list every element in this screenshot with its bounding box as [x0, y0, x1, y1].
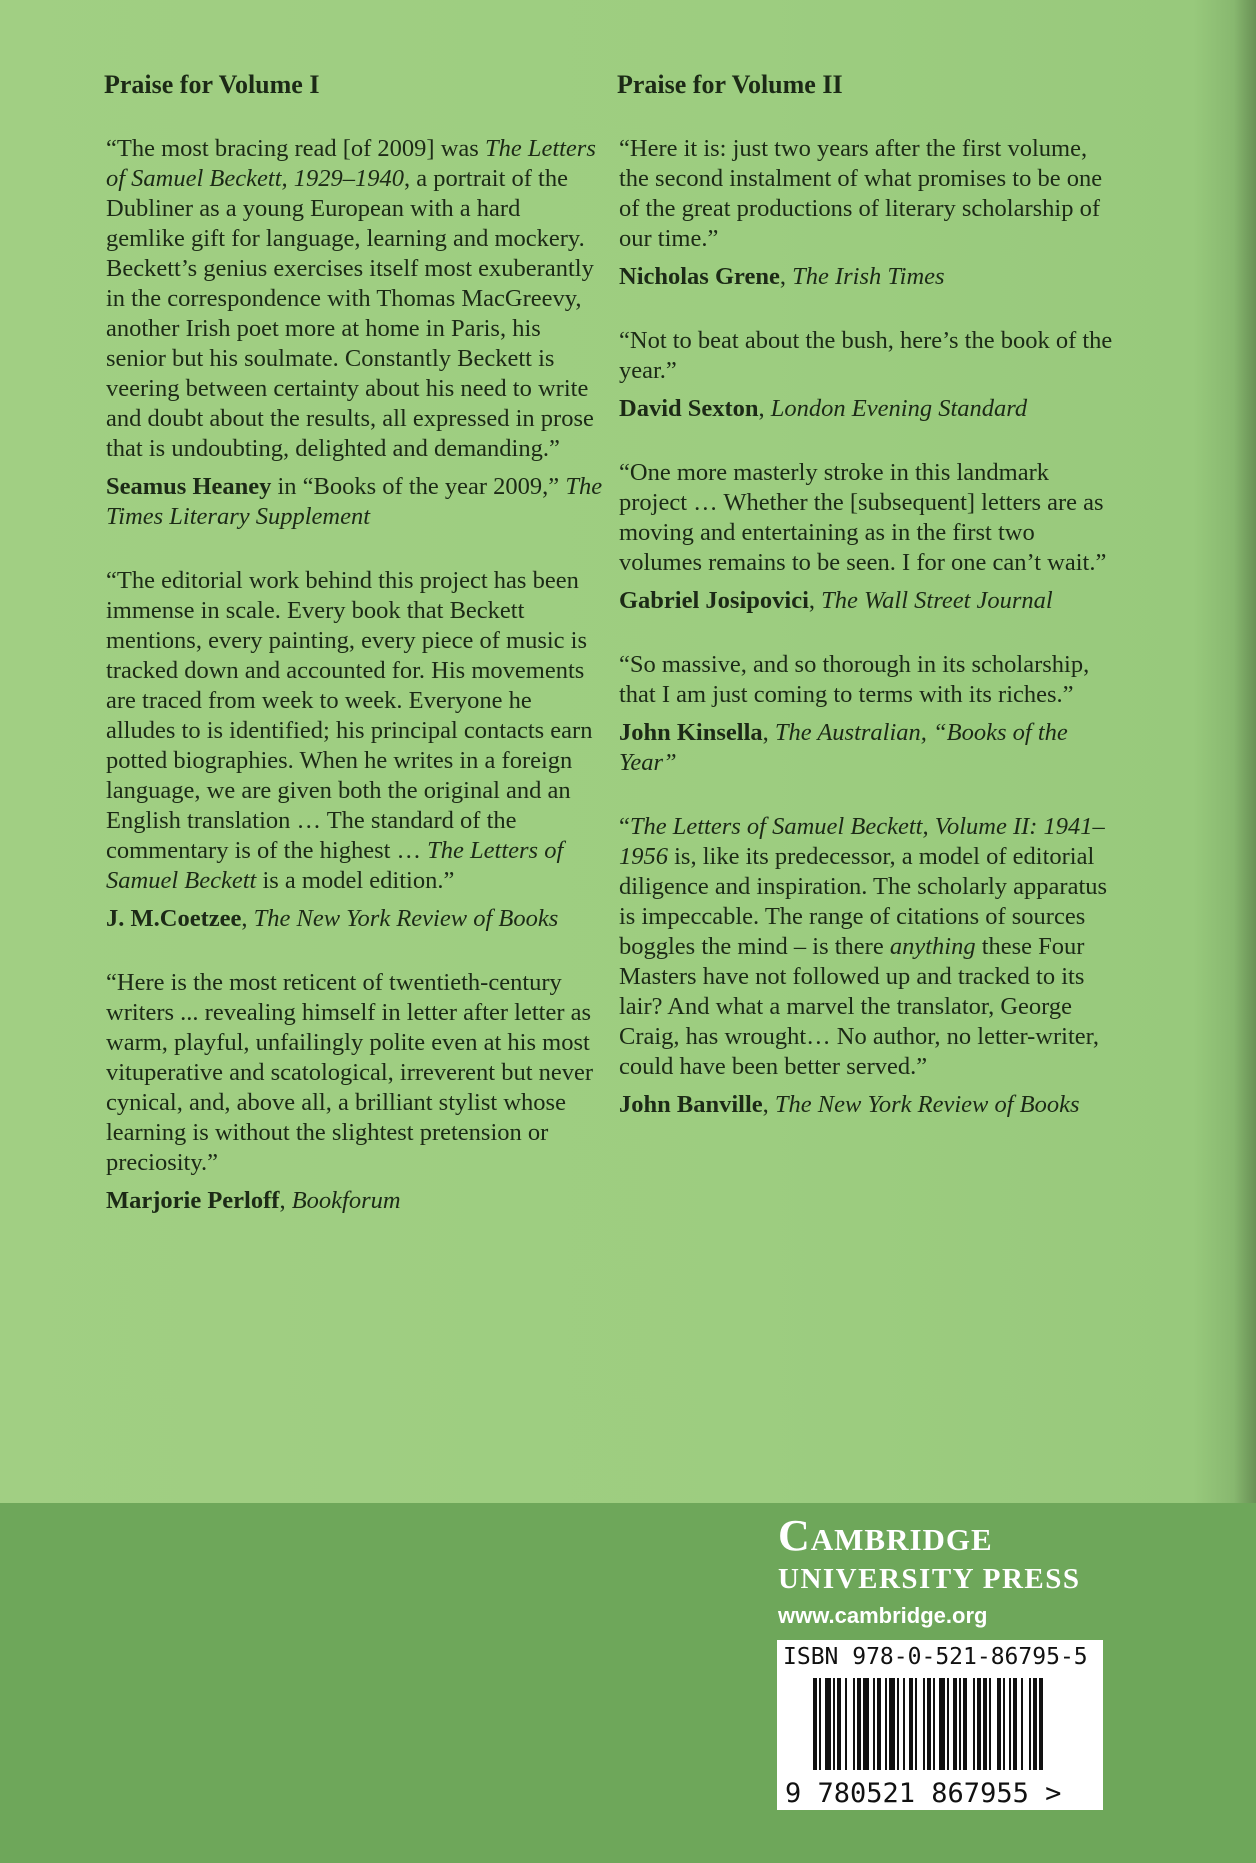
review-quote: “So massive, and so thorough in its scholarship, that I am just coming to terms with its riches.”	[619, 651, 1090, 708]
review-quote: “One more masterly stroke in this landmark project … Whether the [subsequent] letters are as moving and entertaining as in the first two volumes remains to be seen. I for one can’t wait.”	[619, 459, 1107, 576]
volume-2-heading: Praise for Volume II	[617, 70, 843, 99]
barcode-bar	[959, 1678, 961, 1770]
review-attribution	[619, 1090, 1117, 1120]
barcode-bar	[825, 1678, 831, 1770]
praise-volume-1-column	[104, 70, 604, 1250]
volume-1-entries	[104, 134, 604, 1216]
attribution-connector: ,	[758, 395, 771, 422]
review-attribution	[619, 586, 1117, 616]
reviewer-name: John Banville	[619, 1091, 763, 1118]
review-quote: “The Letters of Samuel Beckett, Volume II: 1941–1956 is, like its predecessor, a model of editorial diligence and inspiration. The scholarly apparatus is impeccable. The range of citations of sources boggles the mind – is there anything these Four Masters have not followed up and tracked to its lair? And what a marvel the translator, George Craig, has wrought… No author, no letter-writer, could have been better served.”	[619, 813, 1108, 1080]
reviewer-name: Nicholas Grene	[619, 263, 780, 290]
barcode-bar	[877, 1678, 881, 1770]
barcode-bar	[977, 1678, 981, 1770]
barcode-bar	[983, 1678, 987, 1770]
barcode-bar	[947, 1678, 949, 1770]
review-quote: “The editorial work behind this project has been immense in scale. Every book that Beckett mentions, every painting, every piece of music is tracked down and accounted for. His movements are traced from week to week. Everyone he alludes to is identified; his principal contacts earn potted biographies. When he writes in a foreign language, we are given both the original and an English translation … The standard of the commentary is of the highest … The Letters of Samuel Beckett is a model edition.”	[106, 567, 593, 894]
reviewer-name: Gabriel Josipovici	[619, 587, 809, 614]
barcode-bar	[819, 1678, 821, 1770]
reviewer-name: Marjorie Perloff	[106, 1187, 280, 1214]
review-source: The New York Review of Books	[253, 905, 559, 932]
attribution-connector: ,	[241, 905, 254, 932]
barcode-bar	[909, 1678, 913, 1770]
barcode-bar	[1033, 1678, 1037, 1770]
barcode-bar	[863, 1678, 869, 1770]
barcode-bar	[915, 1678, 917, 1770]
attribution-connector: ,	[762, 1091, 775, 1118]
barcode-bar	[873, 1678, 875, 1770]
reviewer-name: John Kinsella	[619, 719, 763, 746]
publisher-name: Cambridge	[778, 1511, 993, 1560]
barcode-bar	[845, 1678, 847, 1770]
barcode-label	[777, 1640, 1103, 1810]
barcode-bar	[927, 1678, 931, 1770]
barcode-bar	[1029, 1678, 1031, 1770]
barcode-bar	[953, 1678, 957, 1770]
isbn-text: ISBN 978-0-521-86795-5	[783, 1644, 1088, 1670]
barcode-bar	[833, 1678, 835, 1770]
review-attribution	[619, 718, 1117, 778]
barcode-bar	[1039, 1678, 1043, 1770]
review-source: The Wall Street Journal	[821, 587, 1053, 614]
barcode-bar	[997, 1678, 1001, 1770]
review-attribution	[619, 394, 1117, 424]
barcode-bar	[837, 1678, 841, 1770]
attribution-connector: ,	[762, 719, 775, 746]
publisher-block	[778, 1510, 1108, 1634]
publisher-url: www.cambridge.org	[778, 1603, 988, 1628]
barcode-bar	[857, 1678, 861, 1770]
barcode-bar	[903, 1678, 905, 1770]
review-quote: “Not to beat about the bush, here’s the book of the year.”	[619, 327, 1113, 384]
review-attribution	[106, 1186, 604, 1216]
barcode-bar	[813, 1678, 817, 1770]
review-quote: “The most bracing read [of 2009] was The Letters of Samuel Beckett, 1929–1940, a portrait of the Dubliner as a young European with a hard gemlike gift for language, learning and mockery. Beckett’s genius exercises itself most exuberantly in the correspondence with Thomas MacGreevy, another Irish poet more at home in Paris, his senior but his soulmate. Constantly Beckett is veering between certainty about his need to write and doubt about the results, all expressed in prose that is undoubting, delighted and demanding.”	[106, 135, 596, 462]
praise-volume-2-column	[617, 70, 1117, 1154]
publisher-subtitle: UNIVERSITY PRESS	[778, 1563, 1081, 1595]
barcode-bar	[963, 1678, 967, 1770]
volume-2-entries	[617, 134, 1117, 1120]
review-source: The Irish Times	[792, 263, 945, 290]
review-source: The Times Literary Supplement	[106, 473, 603, 530]
reviewer-name: J. M.Coetzee	[106, 905, 242, 932]
review-attribution	[106, 904, 604, 934]
barcode-digits: 9 780521 867955 >	[785, 1778, 1062, 1809]
review-source: Bookforum	[291, 1187, 401, 1214]
volume-1-heading: Praise for Volume I	[104, 70, 320, 99]
review-source: The Australian, “Books of the Year”	[619, 719, 1068, 776]
review-quote: “Here is the most reticent of twentieth-century writers ... revealing himself in letter after letter as warm, playful, unfailingly polite even at his most vituperative and scatological, irreverent but never cynical, and, above all, a brilliant stylist whose learning is without the slightest pretension or preciosity.”	[106, 969, 594, 1176]
barcode-bar	[1003, 1678, 1005, 1770]
barcode-bar	[933, 1678, 935, 1770]
attribution-connector: ,	[808, 587, 822, 614]
reviewer-name: Seamus Heaney	[106, 473, 272, 500]
barcode-bar	[885, 1678, 887, 1770]
review-quote: “Here it is: just two years after the first volume, the second instalment of what promises to be one of the great productions of literary scholarship of our time.”	[619, 135, 1103, 252]
attribution-connector: in “Books of the year 2009,”	[271, 473, 566, 500]
review-source: The New York Review of Books	[774, 1091, 1080, 1118]
barcode-bar	[989, 1678, 991, 1770]
reviewer-name: David Sexton	[619, 395, 759, 422]
review-source: London Evening Standard	[770, 395, 1028, 422]
barcode-bar	[923, 1678, 925, 1770]
barcode-bar	[1021, 1678, 1023, 1770]
attribution-connector: ,	[279, 1187, 292, 1214]
barcode-bar	[889, 1678, 895, 1770]
barcode-bars	[813, 1678, 1043, 1770]
barcode-bar	[973, 1678, 975, 1770]
review-attribution	[106, 472, 604, 532]
barcode-bar	[1009, 1678, 1011, 1770]
attribution-connector: ,	[779, 263, 793, 290]
barcode-bar	[853, 1678, 855, 1770]
barcode-bar	[1013, 1678, 1017, 1770]
barcode-bar	[897, 1678, 899, 1770]
barcode-graphic	[777, 1676, 1103, 1810]
barcode-bar	[939, 1678, 945, 1770]
review-attribution	[619, 262, 1117, 292]
